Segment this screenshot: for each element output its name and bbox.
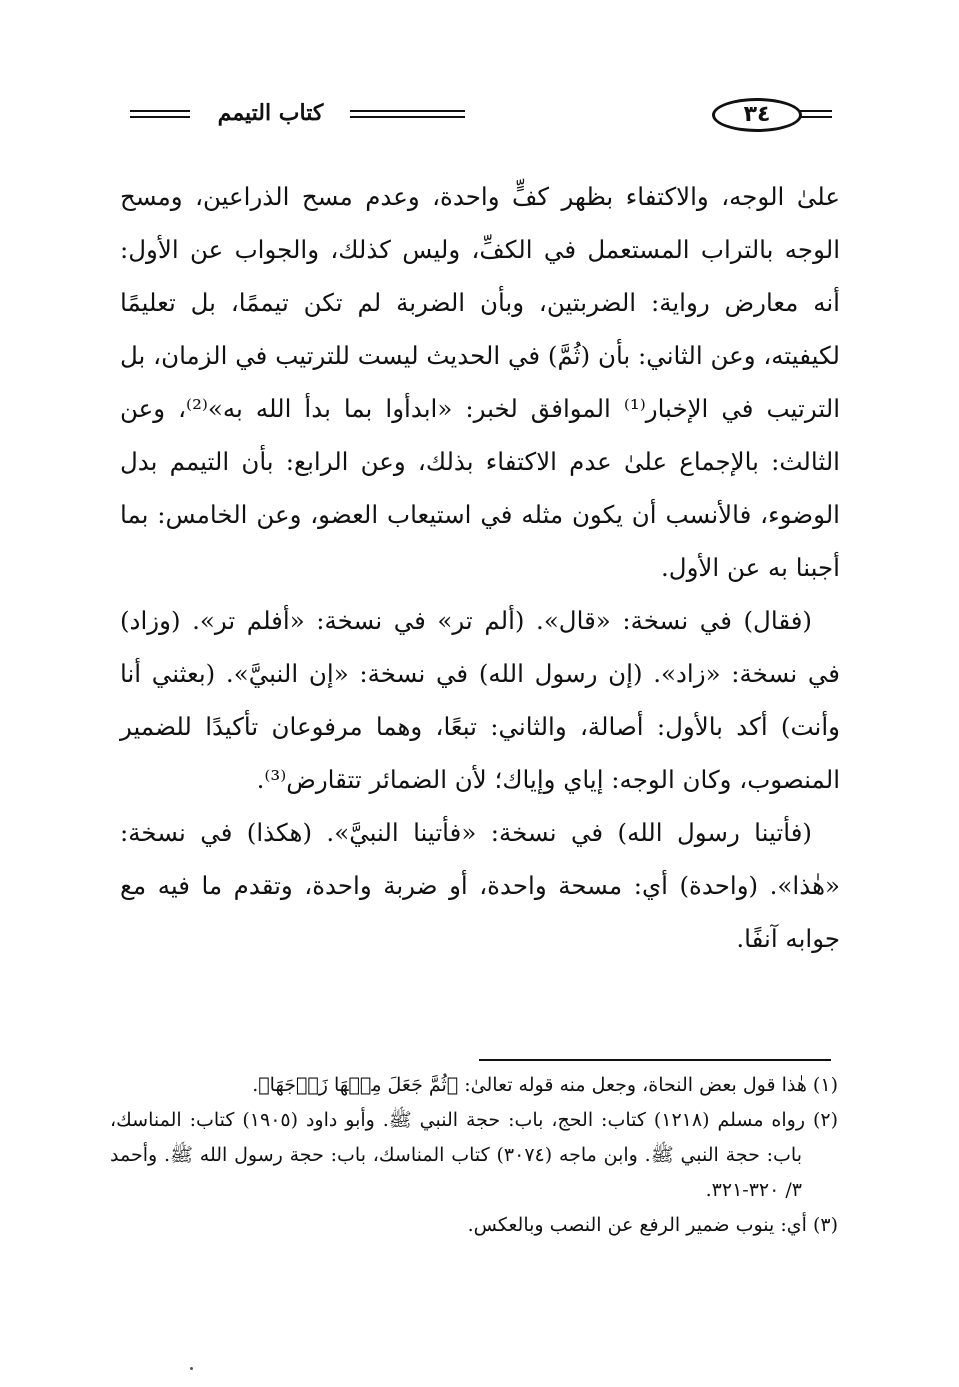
header-rule bbox=[800, 110, 832, 112]
book-title: كتاب التيمم bbox=[217, 100, 324, 126]
header-rule bbox=[350, 116, 465, 118]
running-header bbox=[120, 96, 840, 140]
scan-speck bbox=[190, 1367, 193, 1370]
footnote-separator bbox=[479, 1059, 831, 1061]
header-rule bbox=[130, 110, 190, 112]
body-paragraph: (فقال) في نسخة: «قال». (ألم تر» في نسخة: «أفلم تر». (وزاد) في نسخة: «زاد». (إن رسول الله) في نسخة: «إن النبيَّ». (بعثني أنا وأنت) أكد بالأول: أصالة، والثاني: تبعًا، وهما مرفوعان تأكيدًا للضمير المنصوب، وكان الوجه: إياي وإياك؛ لأن الضمائر تتقارض⁽³⁾. bbox=[120, 606, 840, 794]
footnote: (٢) رواه مسلم (١٢١٨) كتاب: الحج، باب: حجة النبي ﷺ. وأبو داود (١٩٠٥) كتاب: المناسك، باب: حجة النبي ﷺ. وابن ماجه (٣٠٧٤) كتاب المناسك، باب: حجة رسول الله ﷺ. وأحمد ٣/ ٣٢٠-٣٢١. bbox=[110, 1109, 838, 1201]
main-text bbox=[120, 170, 840, 965]
page-number: ٣٤ bbox=[712, 98, 802, 132]
footnotes bbox=[110, 1068, 838, 1243]
header-rule bbox=[800, 116, 832, 118]
footnote: (٣) أي: ينوب ضمير الرفع عن النصب وبالعكس. bbox=[467, 1214, 838, 1236]
body-paragraph: علىٰ الوجه، والاكتفاء بظهر كفٍّ واحدة، وعدم مسح الذراعين، ومسح الوجه بالتراب المستعمل في الكفِّ، وليس كذلك، والجواب عن الأول: أنه معارض رواية: الضربتين، وبأن الضربة لم تكن تيممًا، بل تعليمًا لكيفيته، وعن الثاني: بأن (ثُمَّ) في الحديث ليست للترتيب في الزمان، بل الترتيب في الإخبار⁽¹⁾ الموافق لخبر: «ابدأوا بما بدأ الله به»⁽²⁾، وعن الثالث: بالإجماع علىٰ عدم الاكتفاء بذلك، وعن الرابع: بأن التيمم بدل الوضوء، فالأنسب أن يكون مثله في استيعاب العضو، وعن الخامس: بما أجبنا به عن الأول. bbox=[120, 182, 840, 582]
header-rule bbox=[130, 116, 190, 118]
header-rule bbox=[350, 110, 465, 112]
footnote: (١) هٰذا قول بعض النحاة، وجعل منه قوله تعالىٰ: ﴿ثُمَّ جَعَلَ مِنۡهَا زَوۡجَهَا﴾. bbox=[252, 1074, 838, 1096]
body-paragraph: (فأتينا رسول الله) في نسخة: «فأتينا النبيَّ». (هكذا) في نسخة: «هٰذا». (واحدة) أي: مسحة واحدة، أو ضربة واحدة، وتقدم ما فيه مع جوابه آنفًا. bbox=[120, 818, 840, 953]
